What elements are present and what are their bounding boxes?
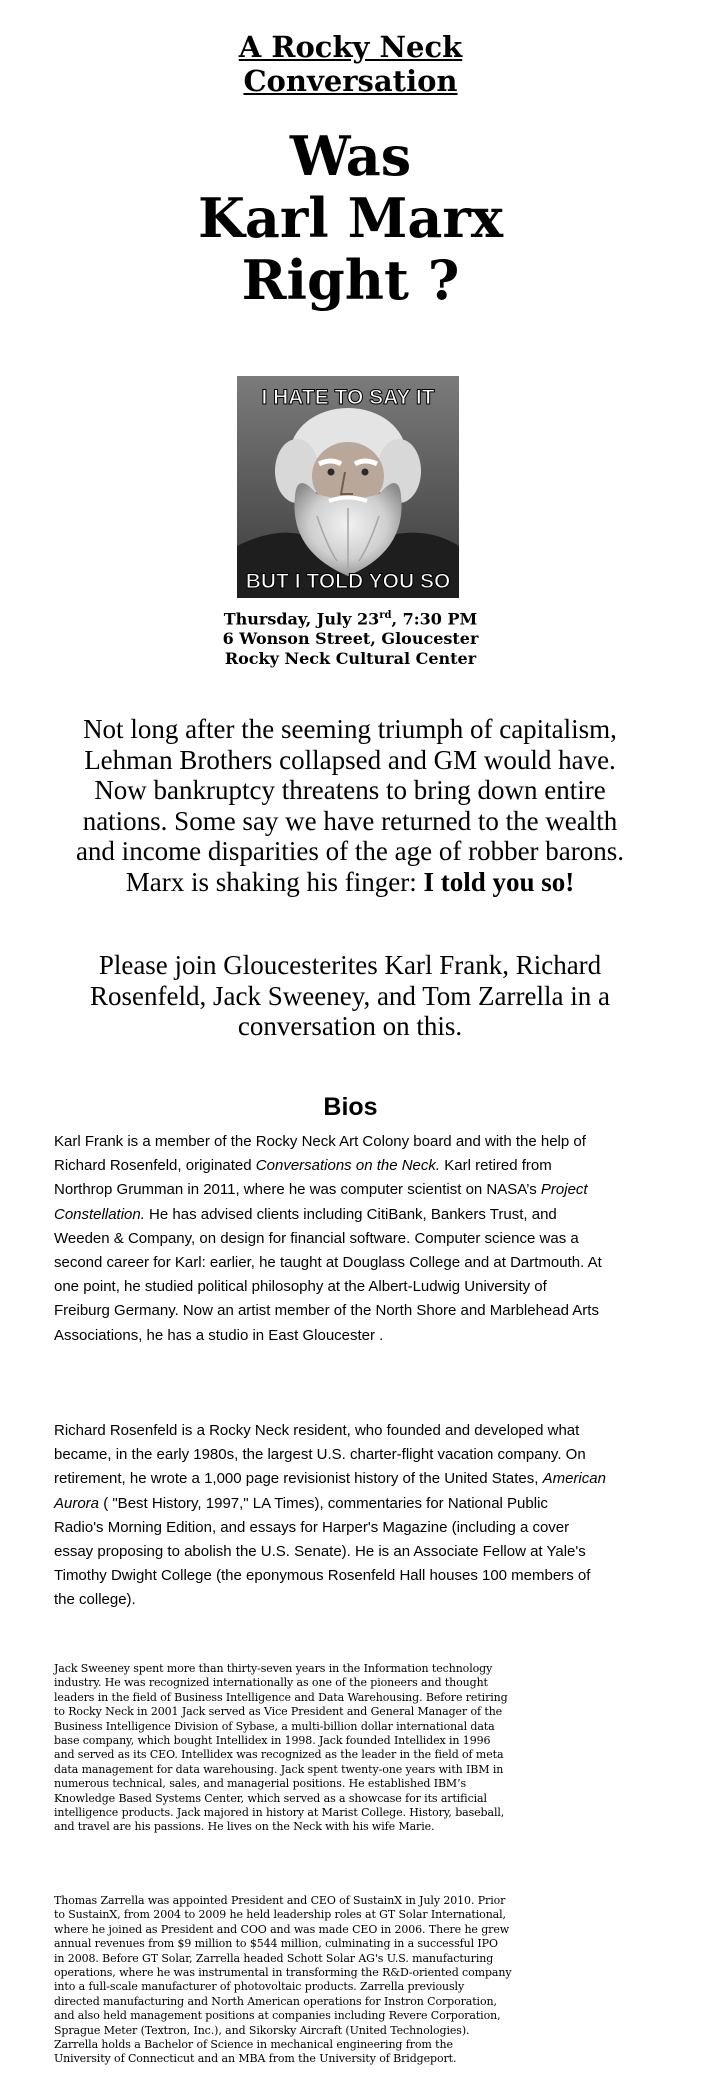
lead-line [30, 867, 670, 898]
lead-line-text: Marx is shaking his finger: [125, 866, 424, 897]
bio-italic: Aurora [54, 1494, 100, 1512]
meme-bottom-text: BUT I TOLD YOU SO [245, 570, 451, 593]
bio-line: base company, which bought Intellidex in 1998. Jack founded Intellidex in 1996 [54, 1734, 491, 1748]
bio-line: second career for Karl: earlier, he taught at Douglass College and at Dartmouth. At [54, 1254, 602, 1272]
bio-line: numerous technical, sales, and managerial positions. He established IBM’s [54, 1777, 467, 1791]
event-address: 6 Wonson Street, Gloucester [222, 629, 479, 649]
bio-line: the college). [54, 1591, 136, 1609]
bio-line: Jack Sweeney spent more than thirty-seven years in the Information technology [54, 1662, 493, 1675]
bio-line: essay proposing to abolish the U.S. Senate). He is an Associate Fellow at Yale's [54, 1543, 586, 1561]
bio-italic: Project [540, 1181, 588, 1199]
bio-line: data management for data warehousing. Jack spent twenty-one years with IBM in [54, 1762, 504, 1776]
bio-line: Weeden & Company, on design for financial software. Computer science was a [54, 1229, 579, 1247]
event-details [0, 606, 701, 669]
bio-line [54, 1203, 654, 1227]
lead-emphasis: I told you so! [423, 866, 575, 897]
bio-jack-sweeney [54, 1662, 654, 1835]
event-venue: Rocky Neck Cultural Center [224, 649, 477, 669]
bio-line [54, 1467, 654, 1491]
bio-line: Radio's Morning Edition, and essays for Harper's Magazine (including a cover [54, 1518, 570, 1536]
meme-top-text: I HATE TO SAY IT [261, 386, 435, 409]
bio-line: industry. He was recognized internationally as one of the pioneers and thought [54, 1676, 488, 1690]
invitation-line: Rosenfeld, Jack Sweeney, and Tom Zarrella in a [90, 980, 610, 1011]
bio-line: into a full-scale manufacturer of photovoltaic products. Zarrella previously [54, 1980, 465, 1994]
bio-line: and served as its CEO. Intellidex was recognized as the leader in the field of meta [54, 1748, 504, 1762]
bio-line: Zarrella holds a Bachelor of Science in mechanical engineering from the [54, 2038, 453, 2052]
bio-line: Associations, he has a studio in East Gloucester . [54, 1326, 384, 1344]
lead-line: nations. Some say we have returned to the wealth [82, 805, 618, 836]
bio-line: annual revenues from $9 million to $544 million, culminating in a successful IPO [54, 1937, 498, 1951]
bio-text: Richard Rosenfeld, originated [54, 1157, 256, 1175]
lead-paragraph [30, 714, 670, 897]
invitation-paragraph [30, 950, 670, 1042]
series-title-line: A Rocky Neck [238, 30, 463, 64]
bio-line: Business Intelligence Division of Sybase, a multi-billion dollar international data [54, 1719, 495, 1733]
bio-line: where he joined as President and COO and was made CEO in 2006. There he grew [54, 1922, 510, 1936]
bio-line: leaders in the field of Business Intelligence and Data Warehousing. Before retiring [54, 1690, 508, 1704]
bio-line: to SustainX, from 2004 to 2009 he held leadership roles at GT Solar International, [54, 1908, 506, 1922]
bio-line: became, in the early 1980s, the largest U.S. charter-flight vacation company. On [54, 1446, 586, 1464]
bio-line: Karl Frank is a member of the Rocky Neck Art Colony board and with the help of [54, 1133, 586, 1150]
bio-line: in 2008. Before GT Solar, Zarrella headed Schott Solar AG's U.S. manufacturing [54, 1951, 494, 1965]
bio-karl-frank [54, 1130, 654, 1348]
event-date-suffix: rd [379, 610, 392, 621]
bio-line [54, 1178, 654, 1202]
bio-italic: American [542, 1470, 606, 1488]
marx-meme-image [237, 376, 459, 598]
invitation-line: Please join Gloucesterites Karl Frank, Richard [98, 950, 602, 980]
bio-line: Thomas Zarrella was appointed President and CEO of SustainX in July 2010. Prior [54, 1894, 506, 1907]
bio-line: Freiburg Germany. Now an artist member of the North Shore and Marblehead Arts [54, 1302, 599, 1320]
headline [0, 125, 701, 311]
event-date-prefix: Thursday, July 23 [223, 609, 380, 629]
series-title [0, 30, 701, 98]
lead-line: Now bankruptcy threatens to bring down entire [94, 775, 606, 805]
bio-text: Karl retired from [440, 1157, 552, 1175]
event-date [0, 606, 701, 629]
bio-line: to Rocky Neck in 2001 Jack served as Vice President and General Manager of the [54, 1705, 503, 1719]
marx-portrait-icon [237, 376, 459, 598]
lead-line: and income disparities of the age of robber barons. [75, 836, 625, 866]
bio-italic: Conversations on the Neck. [255, 1157, 441, 1175]
headline-line: Right ? [241, 248, 460, 312]
bio-line: Richard Rosenfeld is a Rocky Neck resident, who founded and developed what [54, 1422, 580, 1439]
event-time: , 7:30 PM [391, 609, 478, 629]
bio-line: operations, where he was instrumental in transforming the R&D-oriented company [54, 1966, 512, 1980]
invitation-line: conversation on this. [237, 1011, 463, 1041]
bio-line: and also held management positions at companies including Revere Corporation, [54, 2009, 501, 2023]
bio-line: Sprague Meter (Textron, Inc.), and Sikorsky Aircraft (United Technologies). [54, 2023, 470, 2037]
bio-line: one point, he studied political philosophy at the Albert-Ludwig University of [54, 1278, 547, 1296]
bio-line: directed manufacturing and North American operations for Instron Corporation, [54, 1994, 497, 2008]
bio-line: University of Connecticut and an MBA from the University of Bridgeport. [54, 2052, 457, 2066]
bio-thomas-zarrella [54, 1894, 654, 2067]
bio-text: retirement, he wrote a 1,000 page revisionist history of the United States, [54, 1470, 543, 1488]
bio-line [54, 1154, 654, 1178]
bio-text: Northrop Grumman in 2011, where he was computer scientist on NASA’s [54, 1181, 541, 1199]
lead-line: Not long after the seeming triumph of capitalism, [83, 714, 617, 744]
bio-text: ( "Best History, 1997," LA Times), commentaries for National Public [99, 1494, 548, 1512]
bio-line: intelligence products. Jack majored in history at Marist College. History, baseball, [54, 1806, 505, 1820]
bio-italic: Constellation. [54, 1205, 145, 1223]
bio-line: Timothy Dwight College (the eponymous Rosenfeld Hall houses 100 members of [54, 1567, 591, 1585]
bio-line: Knowledge Based Systems Center, which served as a showcase for its artificial [54, 1791, 487, 1805]
bio-line [54, 1492, 654, 1516]
bios-heading: Bios [323, 1093, 378, 1121]
bio-richard-rosenfeld [54, 1419, 654, 1613]
lead-line: Lehman Brothers collapsed and GM would have. [84, 744, 616, 775]
headline-line: Was [289, 124, 412, 188]
bio-text: He has advised clients including CitiBank, Bankers Trust, and [144, 1205, 557, 1223]
bio-line: and travel are his passions. He lives on the Neck with his wife Marie. [54, 1820, 435, 1834]
series-title-line: Conversation [243, 64, 458, 98]
headline-line: Karl Marx [197, 186, 504, 250]
